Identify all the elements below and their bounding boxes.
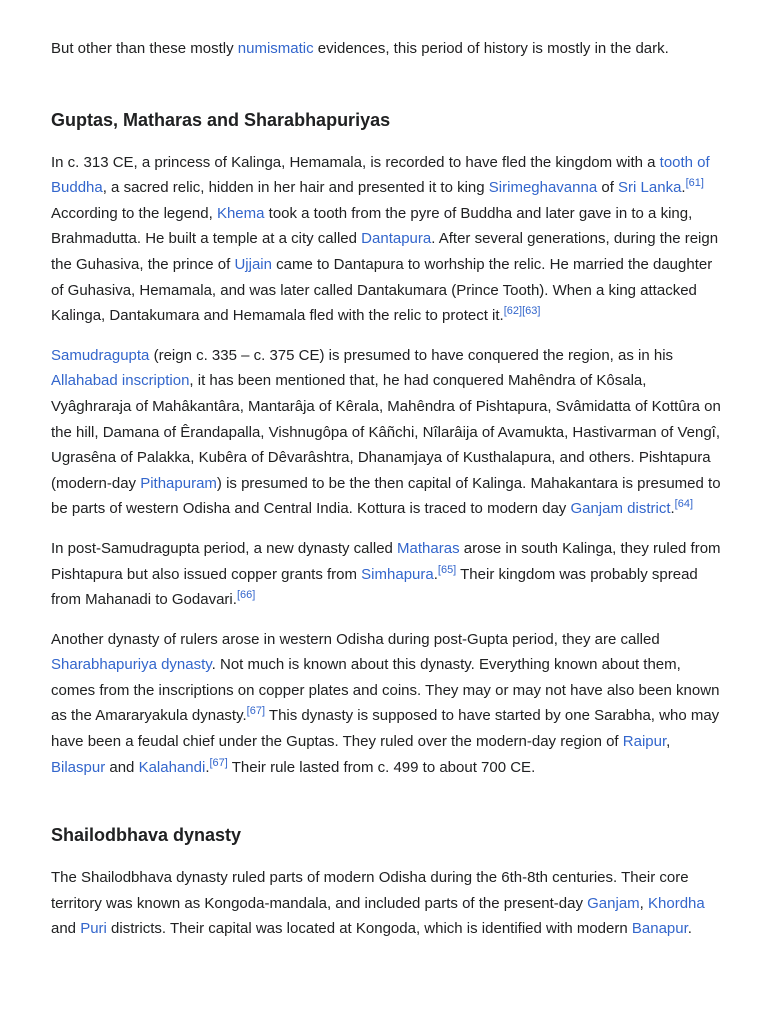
text: , it has been mentioned that, he had conquered Mahêndra of Kôsala, Vyâghraraja of Mahâkantâra, Mantarâja of Kêrala, Mahêndra of Pishtapura, Svâmidatta of Kottûra on the hill, Damana of Êrandapalla, Vishnugôpa of Kâñchi, Nîlarâija of Avamukta, Hastivarman of Vengî, Ugrasêna of Palakka, Kubêra of Dêvarâshtra, Dhanamjaya of Kusthalapura, and others. Pishtapura (modern-day bbox=[51, 372, 721, 492]
intro-paragraph bbox=[51, 36, 723, 62]
citation-link-61[interactable]: [61] bbox=[685, 177, 704, 190]
citation-65 bbox=[438, 564, 456, 576]
link-khordha[interactable]: Khordha bbox=[648, 894, 705, 912]
text: In c. 313 CE, a princess of Kalinga, Hemamala, is recorded to have fled the kingdom with a bbox=[51, 153, 660, 171]
paragraph-sharabhapuriya bbox=[51, 627, 723, 781]
citation-link-67-second[interactable]: [67] bbox=[209, 756, 228, 769]
text: arose in south Kalinga, they ruled from Pishtapura but also issued copper grants from bbox=[51, 539, 721, 583]
text: But other than these mostly bbox=[51, 40, 238, 57]
link-pithapuram[interactable]: Pithapuram bbox=[140, 474, 217, 492]
citation-link-67[interactable]: [67] bbox=[246, 705, 266, 718]
citation-67 bbox=[247, 705, 265, 717]
text: and bbox=[105, 758, 139, 776]
link-banapur[interactable]: Banapur bbox=[631, 920, 688, 938]
text: In post-Samudragupta period, a new dynasty called bbox=[51, 539, 398, 557]
link-kalahandi[interactable]: Kalahandi bbox=[138, 758, 206, 776]
link-ganjam[interactable]: Ganjam bbox=[587, 894, 640, 912]
paragraph-shailodbhava bbox=[51, 865, 723, 942]
text: . bbox=[670, 500, 675, 518]
text: . After several generations, during the reign the Guhasiva, the prince of bbox=[51, 230, 719, 273]
section-heading-shailodbhava: Shailodbhava dynasty bbox=[51, 825, 242, 846]
text: ) is presumed to be the then capital of Kalinga. Mahakantara is presumed to be parts of western Odisha and Central India. Kottura is traced to modern day bbox=[51, 474, 721, 518]
link-simhapura[interactable]: Simhapura bbox=[361, 565, 434, 583]
link-samudragupta[interactable]: Samudragupta bbox=[51, 346, 150, 364]
text: This dynasty is supposed to have started by one Sarabha, who may have been a feudal chief under the Guptas. They ruled over the modern-day region of bbox=[51, 707, 720, 751]
link-dantapura[interactable]: Dantapura bbox=[361, 230, 432, 248]
text: . bbox=[205, 758, 210, 776]
text: . bbox=[681, 179, 686, 197]
link-sirimeghavanna[interactable]: Sirimeghavanna bbox=[488, 179, 598, 197]
text: evidences, this period of history is mostly in the dark. bbox=[313, 40, 669, 57]
text: . bbox=[433, 565, 438, 583]
link-raipur[interactable]: Raipur bbox=[622, 733, 667, 751]
link-khema[interactable]: Khema bbox=[216, 204, 265, 222]
paragraph-samudragupta bbox=[51, 343, 723, 522]
text: took a tooth from the pyre of Buddha and later gave in to a king, Brahmadutta. He built a temple at a city called bbox=[51, 204, 693, 248]
text: . Not much is known about this dynasty. Everything known about them, comes from the inscriptions on copper plates and coins. They may or may not have also been known as the Amararyakula dynasty. bbox=[51, 656, 720, 725]
link-tooth-of-buddha[interactable]: tooth of Buddha bbox=[51, 153, 710, 197]
citation-link-64[interactable]: [64] bbox=[674, 498, 694, 511]
text: . bbox=[687, 920, 692, 938]
link-bilaspur[interactable]: Bilaspur bbox=[51, 758, 106, 776]
link-puri[interactable]: Puri bbox=[80, 920, 107, 938]
citation-link-63[interactable]: [63] bbox=[522, 305, 541, 318]
article-body bbox=[51, 36, 723, 942]
citation-link-65[interactable]: [65] bbox=[437, 563, 457, 576]
citation-63 bbox=[522, 305, 540, 317]
citation-61 bbox=[686, 177, 704, 189]
citation-link-62[interactable]: [62] bbox=[503, 305, 523, 318]
text: Another dynasty of rulers arose in western Odisha during post-Gupta period, they are called bbox=[51, 630, 660, 648]
citation-64 bbox=[675, 498, 693, 510]
text: , bbox=[666, 733, 671, 751]
link-ujjain[interactable]: Ujjain bbox=[234, 255, 272, 273]
text: Their rule lasted from c. 499 to about 700 CE. bbox=[227, 758, 536, 776]
link-numismatic[interactable]: numismatic bbox=[237, 40, 314, 57]
paragraph-matharas bbox=[51, 536, 723, 613]
text: The Shailodbhava dynasty ruled parts of modern Odisha during the 6th-8th centuries. Their core territory was known as Kongoda-mandala, and included parts of the present-day bbox=[51, 869, 689, 912]
link-matharas[interactable]: Matharas bbox=[397, 539, 460, 557]
text: According to the legend, bbox=[51, 204, 217, 222]
citation-67-second bbox=[209, 757, 227, 769]
text: and bbox=[51, 920, 81, 938]
text: of bbox=[597, 179, 619, 197]
text: came to Dantapura to worhship the relic. He married the daughter of Guhasiva, Hemamala, and was later called Dantakumara (Prince Tooth). When a king attacked Kalinga, Dantakumara and Hemamala fled with the relic to protect it. bbox=[51, 255, 713, 325]
link-ganjam-district[interactable]: Ganjam district bbox=[570, 500, 671, 518]
text: Their kingdom was probably spread from Mahanadi to Godavari. bbox=[51, 565, 698, 609]
citation-66 bbox=[237, 589, 255, 601]
text: (reign c. 335 – c. 375 CE) is presumed to have conquered the region, as in his bbox=[149, 346, 674, 364]
text: , a sacred relic, hidden in her hair and presented it to king bbox=[102, 179, 489, 197]
text: districts. Their capital was located at Kongoda, which is identified with modern bbox=[106, 920, 632, 938]
link-sharabhapuriya-dynasty[interactable]: Sharabhapuriya dynasty bbox=[51, 656, 212, 674]
citation-62 bbox=[504, 305, 522, 317]
section-heading-guptas: Guptas, Matharas and Sharabhapuriyas bbox=[51, 109, 391, 130]
text: , bbox=[639, 894, 649, 912]
link-sri-lanka[interactable]: Sri Lanka bbox=[618, 179, 682, 197]
link-allahabad-inscription[interactable]: Allahabad inscription bbox=[51, 372, 190, 390]
paragraph-hemamala bbox=[51, 150, 723, 329]
citation-link-66[interactable]: [66] bbox=[236, 589, 256, 602]
